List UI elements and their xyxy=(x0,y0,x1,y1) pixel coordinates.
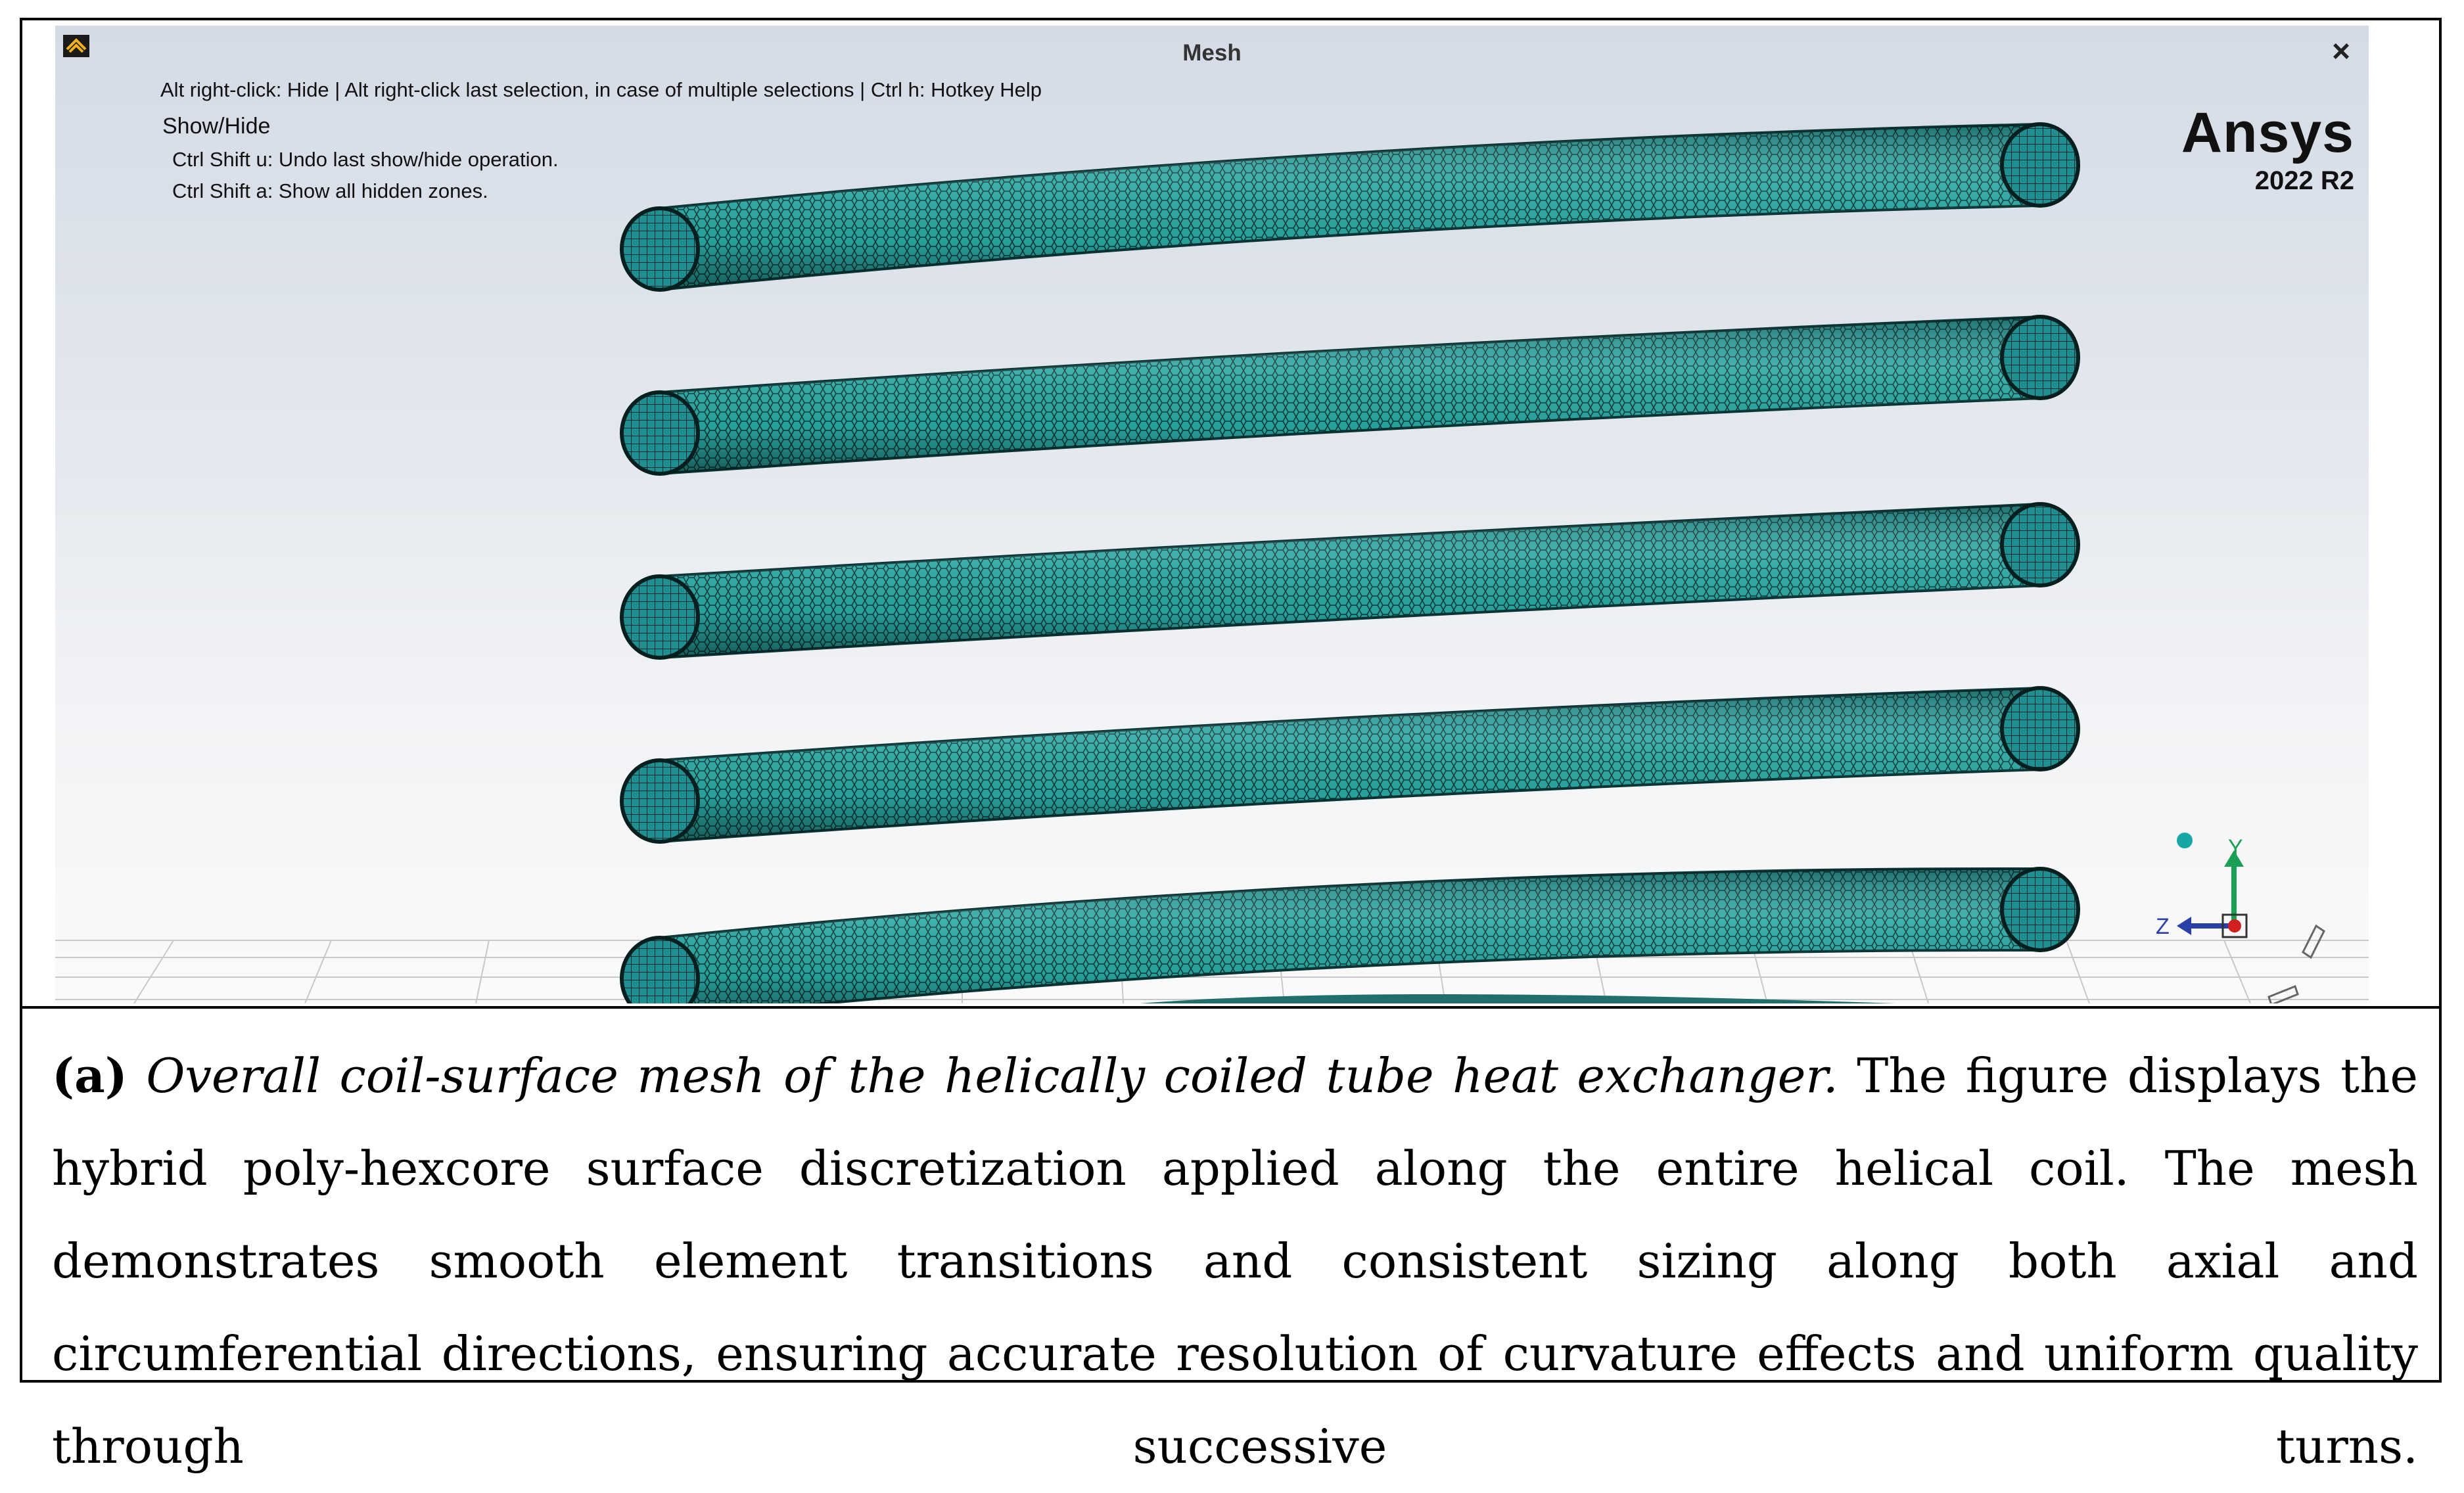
figure-caption xyxy=(52,1029,2418,1493)
tube-cross-section xyxy=(2002,317,2078,398)
mesh-scene[interactable] xyxy=(55,26,2369,1003)
coil-turn-shading xyxy=(660,869,2040,1003)
hotkey-hint: Alt right-click: Hide | Alt right-click last selection, in case of multiple selections | Ctrl h: Hotkey Help xyxy=(160,78,1042,101)
graphics-viewport[interactable] xyxy=(55,26,2369,1003)
tube-cross-section xyxy=(622,760,698,842)
close-icon[interactable]: × xyxy=(2331,34,2350,69)
tube-cross-section xyxy=(622,576,698,658)
coil-turn-shading xyxy=(660,688,2040,842)
rotate-handle-icon[interactable] xyxy=(2269,986,2298,1003)
z-axis-arrowhead xyxy=(2177,917,2191,935)
tube-cross-section xyxy=(2002,869,2078,950)
logo-version: 2022 R2 xyxy=(2254,166,2354,195)
x-axis-marker[interactable] xyxy=(2228,919,2241,932)
show-hide-showall-hint: Ctrl Shift a: Show all hidden zones. xyxy=(172,179,488,202)
ansys-logo xyxy=(2181,101,2354,196)
caption-body: The figure displays the hybrid poly-hexcore surface discretization applied along the entire helical coil. The mesh demonstrates smooth element transitions and consistent sizing along both axial and circumferential directions, ensuring accurate resolution of curvature effects and uniform quality through successive turns. xyxy=(52,1048,2419,1474)
tube-cross-section xyxy=(2002,688,2078,769)
window-title: Mesh xyxy=(1182,40,1242,66)
caption-paragraph xyxy=(52,1029,2418,1493)
tube-cross-section xyxy=(2002,124,2078,206)
coil-turn-shading xyxy=(660,124,2040,290)
show-hide-undo-hint: Ctrl Shift u: Undo last show/hide operation. xyxy=(172,148,559,171)
tube-cross-section xyxy=(622,938,698,1003)
rotate-handle-icon[interactable] xyxy=(2303,926,2324,957)
logo-brand: Ansys xyxy=(2181,101,2354,164)
coil-turn-shading xyxy=(660,504,2040,658)
tube-cross-section xyxy=(2002,504,2078,586)
tube-cross-section xyxy=(622,208,698,290)
caption-title: Overall coil-surface mesh of the helically coiled tube heat exchanger. xyxy=(146,1048,1838,1103)
triad-origin-dot[interactable] xyxy=(2177,833,2193,848)
coil-tubes[interactable] xyxy=(622,124,2078,1003)
figure-frame xyxy=(20,18,2442,1474)
show-hide-heading: Show/Hide xyxy=(162,114,271,139)
triad-y-label: Y xyxy=(2228,835,2243,860)
caption-tag: (a) xyxy=(52,1047,128,1103)
tube-cross-section xyxy=(622,392,698,474)
coil-turn-shading xyxy=(660,317,2040,474)
figure-divider xyxy=(22,1006,2439,1009)
triad-z-label: Z xyxy=(2156,914,2170,939)
